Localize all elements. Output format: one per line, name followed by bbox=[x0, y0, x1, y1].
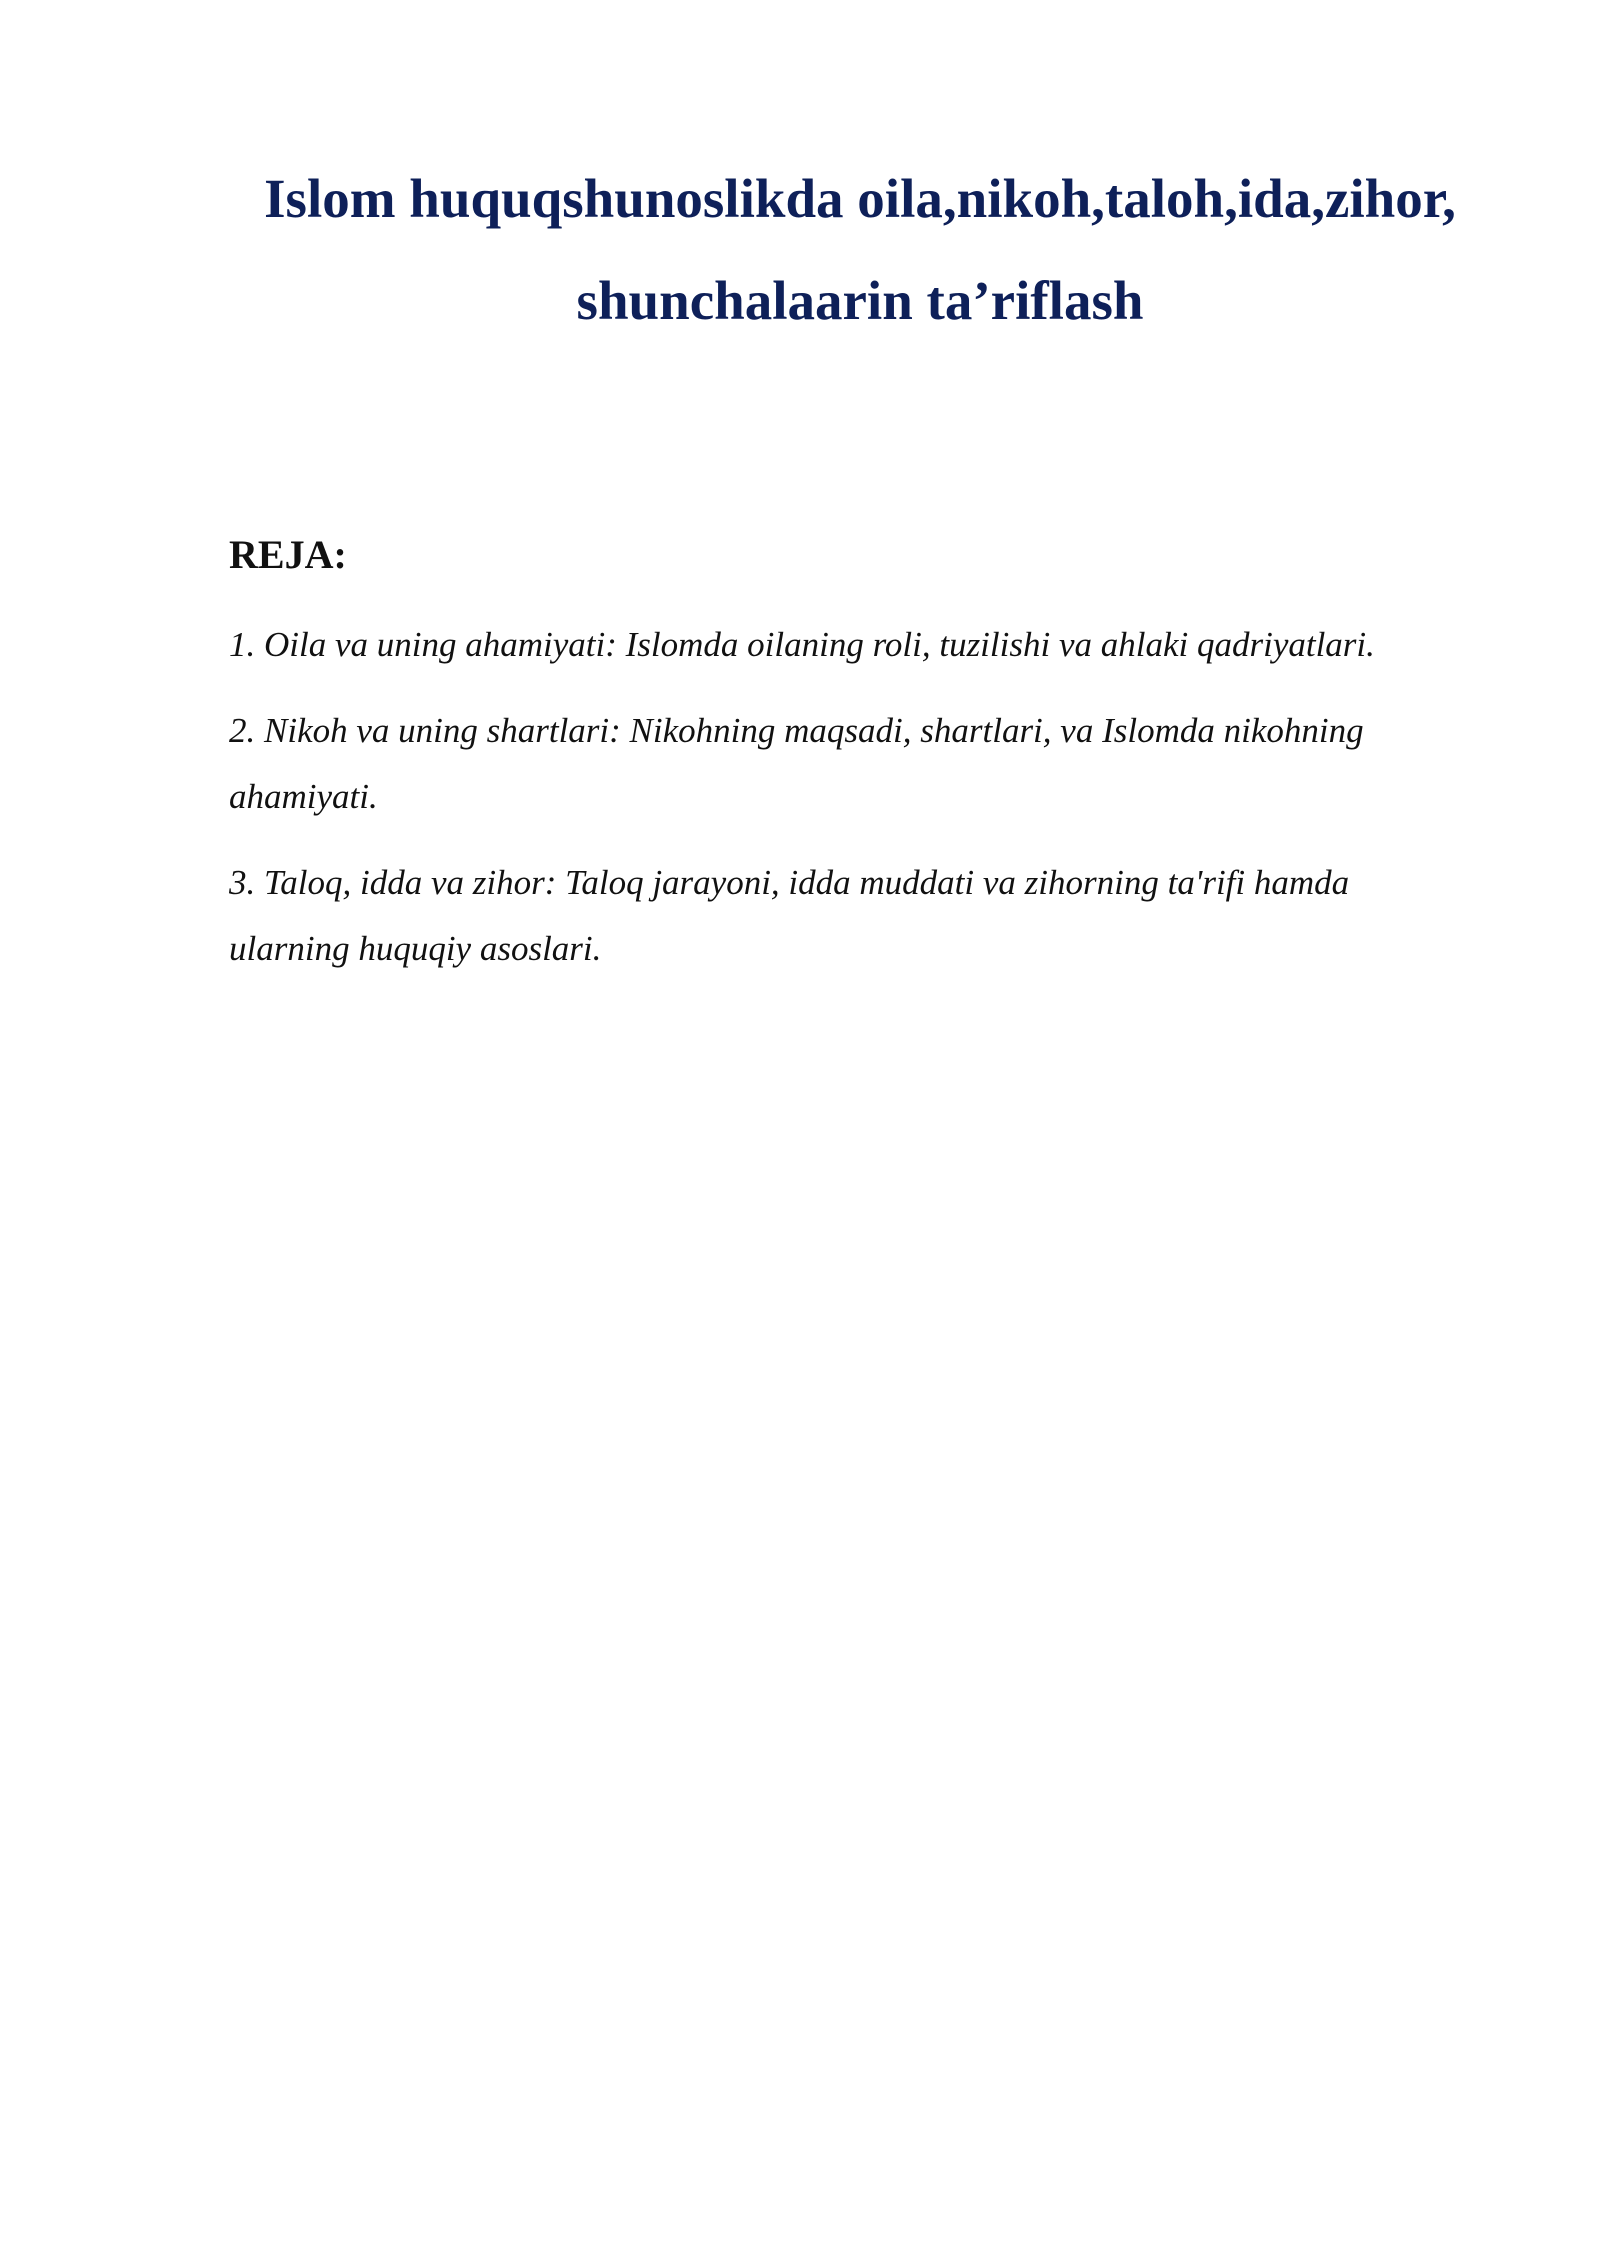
title-line-1: Islom huquqshunoslikda oila,nikoh,taloh,ida,zihor, bbox=[264, 168, 1456, 229]
plan-section bbox=[229, 520, 1469, 1002]
plan-item-1: 1. Oila va uning ahamiyati: Islomda oilaning roli, tuzilishi va ahlaki qadriyatlari. bbox=[229, 625, 1375, 664]
plan-heading: REJA: bbox=[229, 532, 347, 577]
title-line-2: shunchalaarin ta’riflash bbox=[576, 270, 1144, 331]
plan-item-3: 3. Taloq, idda va zihor: Taloq jarayoni, idda muddati va zihorning ta'rifi hamda ularning huquqiy asoslari. bbox=[229, 863, 1350, 968]
document-title bbox=[150, 148, 1570, 352]
plan-item-2: 2. Nikoh va uning shartlari: Nikohning maqsadi, shartlari, va Islomda nikohning ahamiyati. bbox=[229, 711, 1364, 816]
